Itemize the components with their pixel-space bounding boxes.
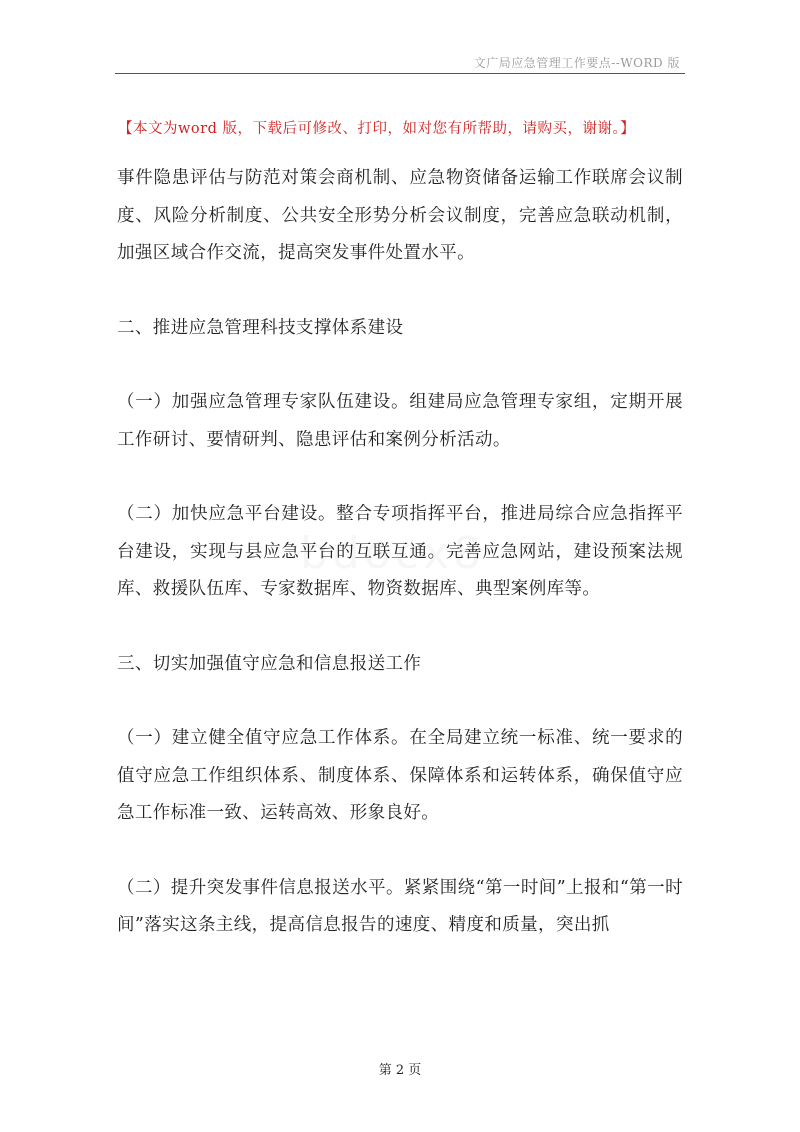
body-paragraph: （二）提升突发事件信息报送水平。紧紧围绕“第一时间”上报和“第一时间”落实这条主线，提高信息报告的速度、精度和质量，突出抓 (117, 877, 683, 935)
header-title: 文广局应急管理工作要点--WORD 版 (473, 56, 680, 70)
section-heading: 二、推进应急管理科技支撑体系建设 (117, 317, 404, 338)
body-paragraph: 事件隐患评估与防范对策会商机制、应急物资储备运输工作联席会议制度、风险分析制度、公共安全形势分析会议制度，完善应急联动机制，加强区域合作交流，提高突发事件处置水平。 (117, 168, 683, 263)
body-paragraph: （二）加快应急平台建设。整合专项指挥平台，推进局综合应急指挥平台建设，实现与县应急平台的互联互通。完善应急网站，建设预案法规库、救援队伍库、专家数据库、物资数据库、典型案例库等。 (117, 504, 683, 599)
page-number: 第 2 页 (378, 1063, 422, 1078)
section-heading: 三、切实加强值守应急和信息报送工作 (117, 653, 422, 674)
header-divider (115, 73, 685, 74)
body-paragraph: （一）加强应急管理专家队伍建设。组建局应急管理专家组，定期开展工作研讨、要情研判、隐患评估和案例分析活动。 (117, 392, 683, 450)
download-notice: 【本文为word 版，下载后可修改、打印，如对您有所帮助，请购买，谢谢。】 (118, 121, 636, 137)
body-paragraph: （一）建立健全值守应急工作体系。在全局建立统一标准、统一要求的值守应急工作组织体系、制度体系、保障体系和运转体系，确保值守应急工作标准一致、运转高效、形象良好。 (117, 728, 683, 823)
document-body (117, 160, 683, 945)
